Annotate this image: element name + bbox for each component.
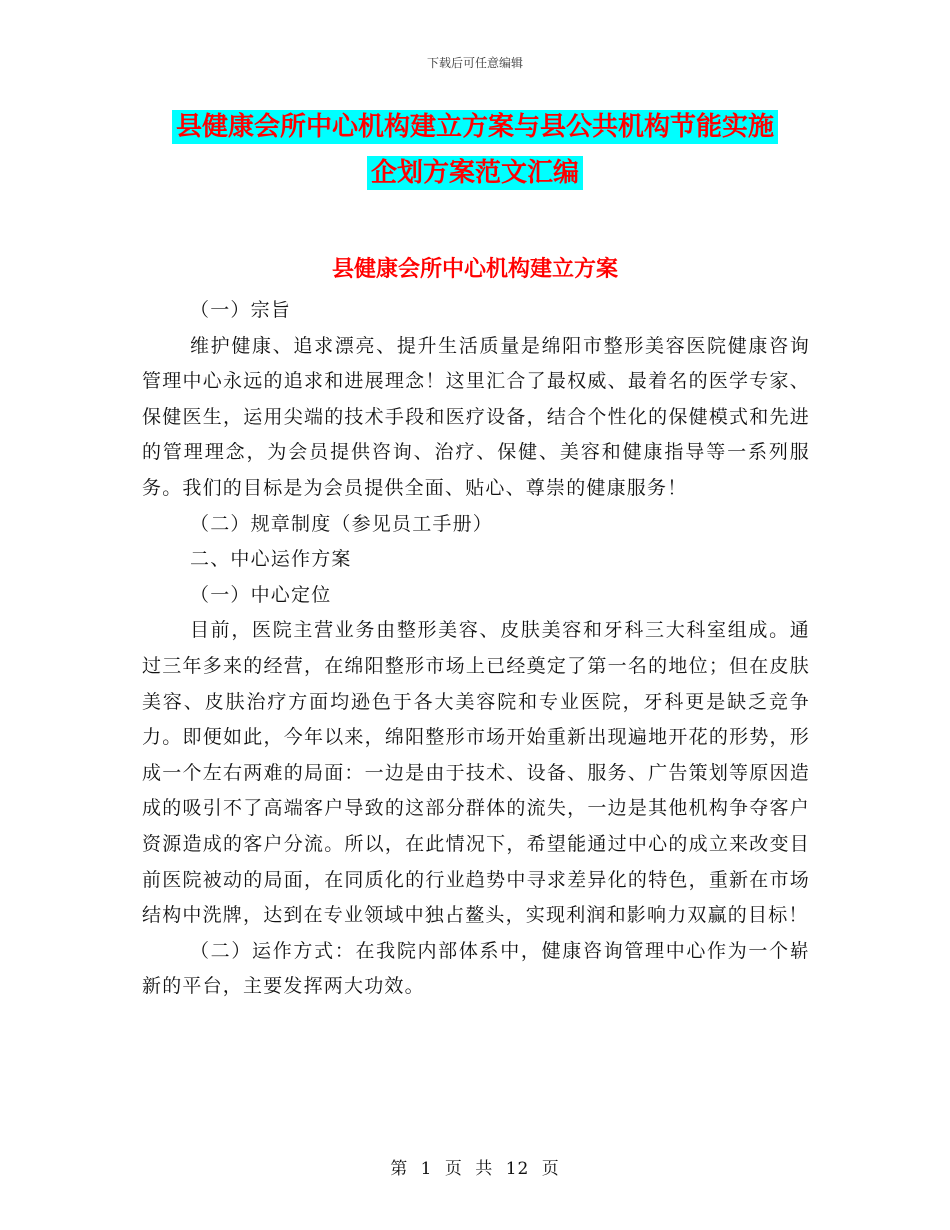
paragraph-purpose-heading: （一）宗旨	[190, 299, 292, 321]
document-title-line-1-text: 县健康会所中心机构建立方案与县公共机构节能实施	[172, 110, 778, 144]
paragraph-operation-heading: 二、中心运作方案	[190, 548, 352, 571]
page-number: 第 1 页 共 12 页	[390, 1159, 560, 1179]
paragraph-operation-mode: （二）运作方式：在我院内部体系中，健康咨询管理中心作为一个崭新的平台，主要发挥两大功效。	[142, 939, 810, 998]
header-note: 下载后可任意编辑	[426, 56, 523, 70]
section-title: 县健康会所中心机构建立方案	[331, 257, 618, 282]
paragraph-rules-heading: （二）规章制度（参见员工手册）	[190, 512, 494, 535]
document-title-line-1	[0, 112, 950, 143]
paragraph-purpose: 维护健康、追求漂亮、提升生活质量是绵阳市整形美容医院健康咨询管理中心永远的追求和进展理念！这里汇合了最权威、最着名的医学专家、保健医生，运用尖端的技术手段和医疗设备，结合个性化的保健模式和先进的管理理念，为会员提供咨询、治疗、保健、美容和健康指导等一系列服务。我们的目标是为会员提供全面、贴心、尊崇的健康服务！	[142, 334, 810, 499]
paragraph-positioning: 目前，医院主营业务由整形美容、皮肤美容和牙科三大科室组成。通过三年多来的经营，在绵阳整形市场上已经奠定了第一名的地位；但在皮肤美容、皮肤治疗方面均逊色于各大美容院和专业医院，牙科更是缺乏竞争力。即便如此，今年以来，绵阳整形市场开始重新出现遍地开花的形势，形成一个左右两难的局面：一边是由于技术、设备、服务、广告策划等原因造成的吸引不了高端客户导致的这部分群体的流失，一边是其他机构争夺客户资源造成的客户分流。所以，在此情况下，希望能通过中心的成立来改变目前医院被动的局面，在同质化的行业趋势中寻求差异化的特色，重新在市场结构中洗牌，达到在专业领域中独占鳌头，实现利润和影响力双赢的目标！	[142, 619, 810, 927]
document-body	[142, 293, 810, 1005]
paragraph-positioning-heading: （一）中心定位	[190, 583, 332, 606]
document-title-line-2	[0, 158, 950, 189]
document-title-line-2-text: 企划方案范文汇编	[367, 156, 583, 190]
